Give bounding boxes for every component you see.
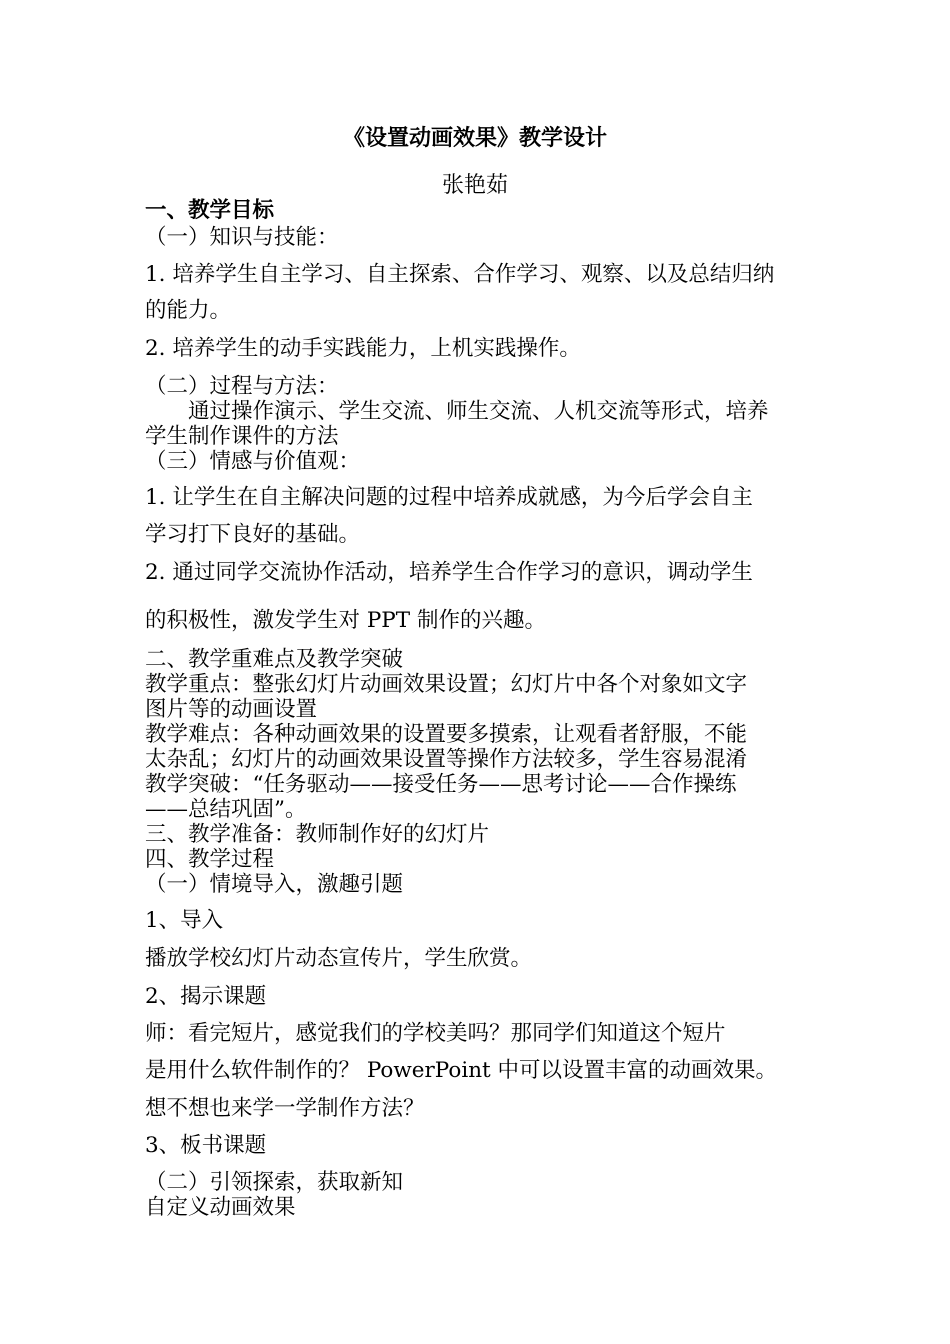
paragraph-line: 1、导入	[145, 908, 224, 933]
paragraph-line: 学生制作课件的方法	[145, 424, 339, 449]
subheading-guided-exploration: （二）引领探索，获取新知	[145, 1170, 404, 1195]
paragraph-line: 的积极性，激发学生对 PPT 制作的兴趣。	[145, 608, 546, 633]
paragraph-line: 3、板书课题	[145, 1133, 267, 1158]
document-author: 张艳茹	[441, 173, 508, 198]
paragraph-line: 学习打下良好的基础。	[145, 522, 361, 547]
paragraph-line: 2、揭示课题	[145, 984, 267, 1009]
subheading-emotion-values: （三）情感与价值观：	[145, 449, 361, 474]
paragraph-line: 教学突破：“任务驱动——接受任务——思考讨论——合作操练	[145, 772, 737, 797]
paragraph-line: 通过操作演示、学生交流、师生交流、人机交流等形式，培养	[145, 399, 769, 424]
subheading-knowledge-skills: （一）知识与技能：	[145, 225, 339, 250]
paragraph-line: 想不想也来学一学制作方法？	[145, 1096, 425, 1121]
subheading-scenario-intro: （一）情境导入，激趣引题	[145, 872, 404, 897]
paragraph-line: 1. 培养学生自主学习、自主探索、合作学习、观察、以及总结归纳	[145, 262, 775, 287]
paragraph-line: 是用什么软件制作的？ PowerPoint 中可以设置丰富的动画效果。	[145, 1058, 778, 1083]
paragraph-line: 太杂乱；幻灯片的动画效果设置等操作方法较多，学生容易混淆	[145, 747, 748, 772]
subheading-process-method: （二）过程与方法：	[145, 374, 339, 399]
paragraph-line: 1. 让学生在自主解决问题的过程中培养成就感，为今后学会自主	[145, 485, 753, 510]
section-heading-process: 四、教学过程	[145, 847, 275, 872]
paragraph-line: 教学重点：整张幻灯片动画效果设置；幻灯片中各个对象如文字	[145, 672, 748, 697]
document-title: 《设置动画效果》教学设计	[342, 125, 607, 151]
paragraph-line: 2. 培养学生的动手实践能力，上机实践操作。	[145, 336, 581, 361]
paragraph-line: 2. 通过同学交流协作活动，培养学生合作学习的意识，调动学生	[145, 560, 753, 585]
paragraph-line: 的能力。	[145, 298, 232, 323]
paragraph-line: 自定义动画效果	[145, 1195, 296, 1220]
paragraph-line: 图片等的动画设置	[145, 697, 318, 722]
paragraph-line: 教学难点：各种动画效果的设置要多摸索，让观看者舒服，不能	[145, 722, 748, 747]
section-heading-teaching-goals: 一、教学目标	[145, 198, 275, 223]
paragraph-line: 播放学校幻灯片动态宣传片，学生欣赏。	[145, 946, 533, 971]
paragraph-line: 师：看完短片，感觉我们的学校美吗？那同学们知道这个短片	[145, 1021, 726, 1046]
paragraph-line: ——总结巩固”。	[145, 797, 307, 822]
section-heading-key-points: 二、教学重难点及教学突破	[145, 647, 404, 672]
section-heading-preparation: 三、教学准备：教师制作好的幻灯片	[145, 822, 490, 847]
